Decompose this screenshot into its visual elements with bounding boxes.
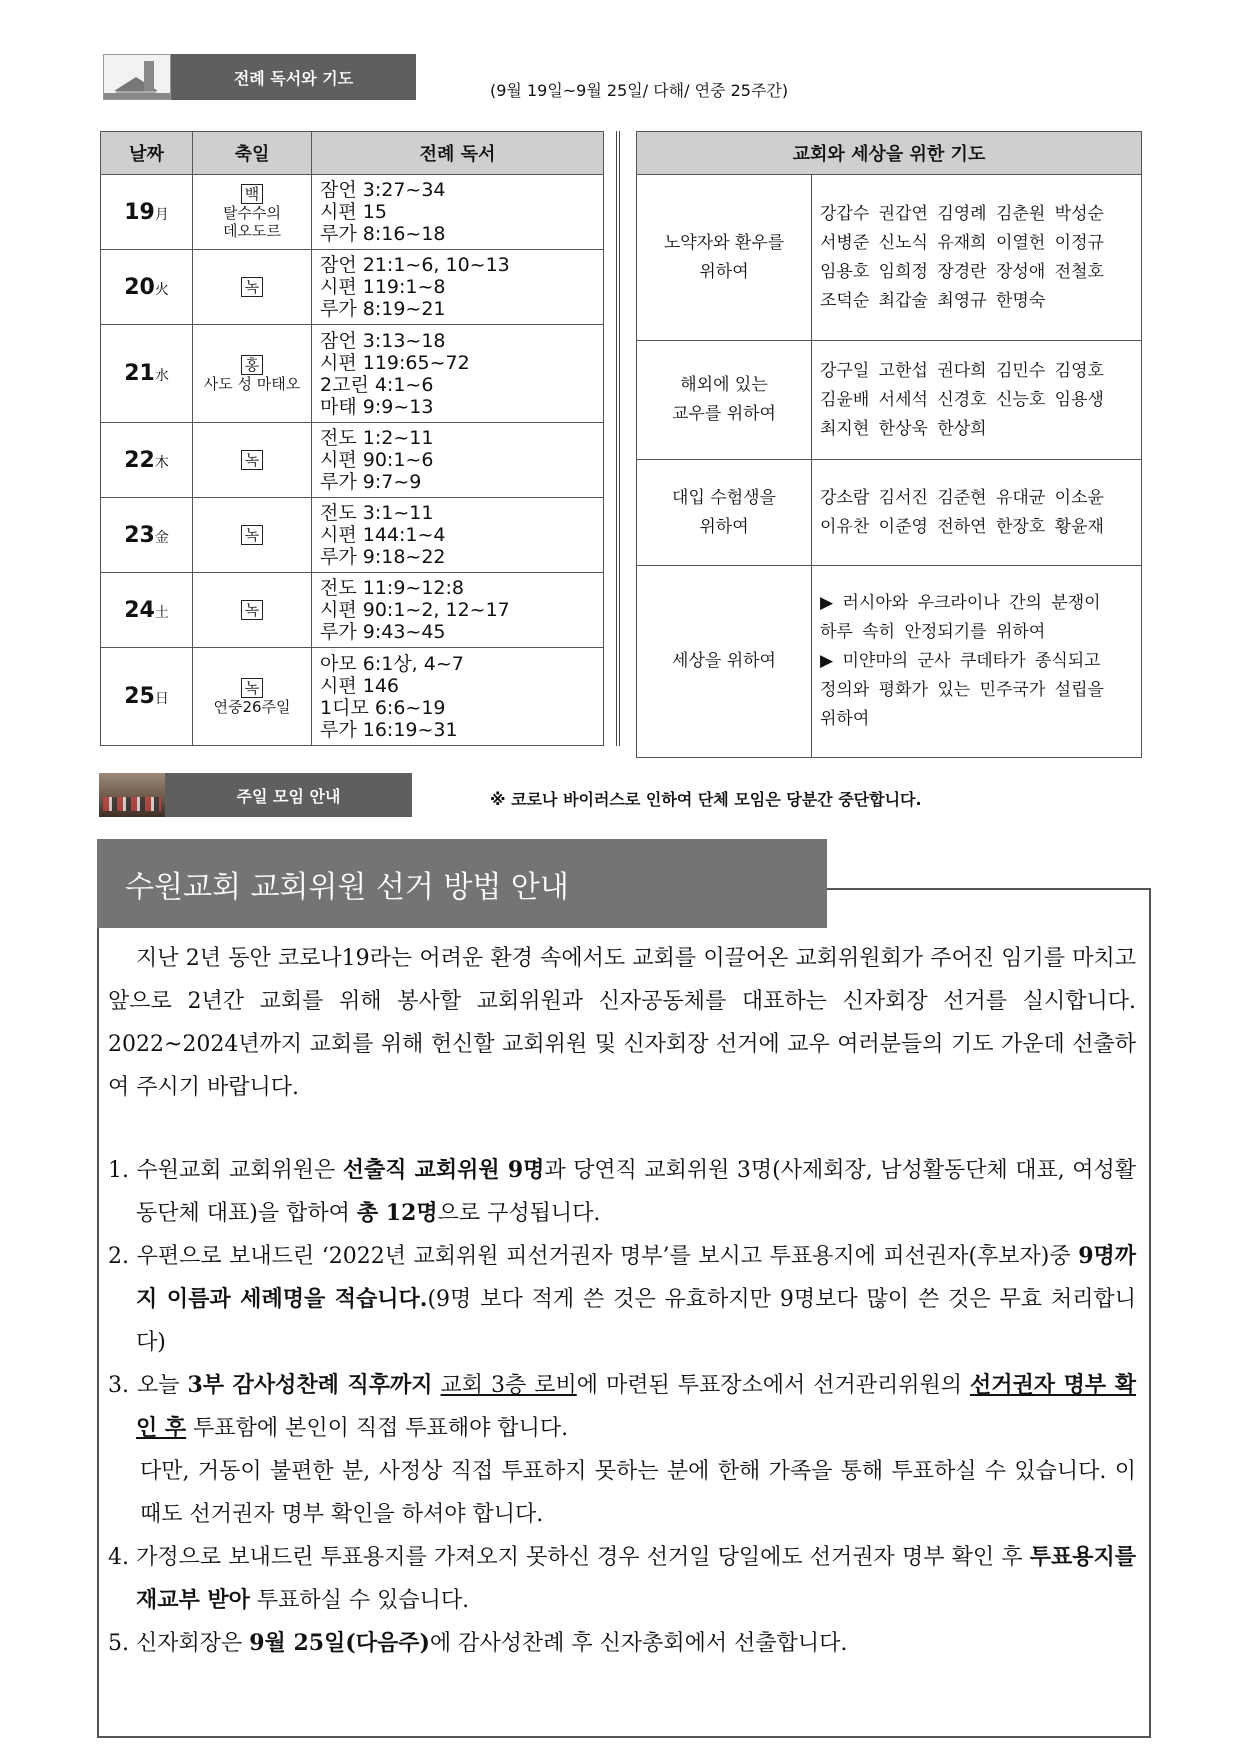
feast-cell bbox=[193, 498, 312, 573]
covid-notice: ※ 코로나 바이러스로 인하여 단체 모임은 당분간 중단합니다. bbox=[490, 790, 922, 809]
feast-cell bbox=[193, 175, 312, 250]
liturgy-row bbox=[101, 648, 604, 746]
readings-cell: 아모 6:1상, 4~7 시편 146 1디모 6:6~19 루가 16:19~31 bbox=[312, 648, 604, 746]
prayer-names: 강소람 김서진 김준현 유대균 이소윤 이유찬 이준영 전하연 한장호 황윤재 bbox=[812, 460, 1142, 566]
prayer-row bbox=[637, 175, 1142, 341]
column-divider bbox=[616, 131, 620, 746]
col-header-date: 날짜 bbox=[101, 132, 193, 175]
liturgy-row bbox=[101, 498, 604, 573]
prayer-names: ▶ 러시아와 우크라이나 간의 분쟁이 하루 속히 안정되기를 위하여 ▶ 미얀마의 군사 쿠데타가 종식되고 정의와 평화가 있는 민주국가 설립을 위하여 bbox=[812, 566, 1142, 758]
liturgical-color-badge: 녹 bbox=[241, 678, 264, 698]
feast-name: 연중26주일 bbox=[213, 697, 291, 716]
election-title: 수원교회 교회위원 선거 방법 안내 bbox=[97, 839, 827, 928]
election-rules bbox=[108, 1149, 1136, 1665]
readings-cell: 전도 11:9~12:8 시편 90:1~2, 12~17 루가 9:43~45 bbox=[312, 573, 604, 648]
week-period: (9월 19일~9월 25일/ 다해/ 연중 25주간) bbox=[490, 81, 789, 100]
feast-cell bbox=[193, 423, 312, 498]
liturgical-color-badge: 백 bbox=[241, 184, 264, 204]
prayer-table bbox=[636, 131, 1142, 758]
election-intro: 지난 2년 동안 코로나19라는 어려운 환경 속에서도 교회를 이끌어온 교회위원회가 주어진 임기를 마치고 앞으로 2년간 교회를 위해 봉사할 교회위원과 신자공동체를 대표하는 신자회장 선거를 실시합니다. 2022~2024년까지 교회를 위해 헌신할 교회위원 및 신자회장 선거에 교우 여러분들의 기도 가운데 선출하여 주시기 바랍니다. bbox=[108, 946, 1136, 1100]
election-body bbox=[108, 937, 1136, 1665]
prayer-intention: 노약자와 환우를 위하여 bbox=[637, 175, 812, 341]
col-header-feast: 축일 bbox=[193, 132, 312, 175]
gathering-photo bbox=[99, 773, 165, 817]
readings-cell: 전도 3:1~11 시편 144:1~4 루가 9:18~22 bbox=[312, 498, 604, 573]
rule-item: 2. 우편으로 보내드린 ‘2022년 교회위원 피선거권자 명부’를 보시고 투표용지에 피선권자(후보자)중 9명까지 이름과 세례명을 적습니다.(9명 보다 적게 쓴 것은 유효하지만 9명보다 많이 쓴 것은 무효 처리합니다) bbox=[108, 1243, 1136, 1355]
col-header-readings: 전례 독서 bbox=[312, 132, 604, 175]
date-cell: 20火 bbox=[101, 250, 193, 325]
feast-cell bbox=[193, 250, 312, 325]
liturgical-color-badge: 홍 bbox=[241, 355, 264, 375]
rule-item: 1. 수원교회 교회위원은 선출직 교회위원 9명과 당연직 교회위원 3명(사제회장, 남성활동단체 대표, 여성활동단체 대표)을 합하여 총 12명으로 구성됩니다. bbox=[108, 1157, 1136, 1226]
liturgy-table bbox=[100, 131, 604, 746]
rule-item: 3. 오늘 3부 감사성찬례 직후까지 교회 3층 로비에 마련된 투표장소에서 선거관리위원의 선거권자 명부 확인 후 투표함에 본인이 직접 투표해야 합니다. 다만, 거동이 불편한 분, 사정상 직접 투표하지 못하는 분에 한해 가족을 통해 투표하실 수 있습니다. 이때도 선거권자 명부 확인을 하셔야 합니다. bbox=[108, 1372, 1136, 1527]
liturgical-color-badge: 녹 bbox=[241, 277, 264, 297]
liturgy-row bbox=[101, 250, 604, 325]
liturgy-row bbox=[101, 573, 604, 648]
liturgy-row bbox=[101, 325, 604, 423]
feast-name: 사도 성 마태오 bbox=[203, 374, 301, 393]
liturgy-row bbox=[101, 175, 604, 250]
readings-cell: 잠언 21:1~6, 10~13 시편 119:1~8 루가 8:19~21 bbox=[312, 250, 604, 325]
prayer-header: 교회와 세상을 위한 기도 bbox=[637, 132, 1142, 175]
rule-item: 5. 신자회장은 9월 25일(다음주)에 감사성찬례 후 신자총회에서 선출합니다. bbox=[108, 1630, 848, 1656]
prayer-intention: 대입 수험생을 위하여 bbox=[637, 460, 812, 566]
liturgy-section-header bbox=[103, 54, 416, 100]
date-cell: 19月 bbox=[101, 175, 193, 250]
prayer-names: 강구일 고한섭 권다희 김민수 김영호 김윤배 서세석 신경호 신능호 임용생 최지현 한상욱 한상희 bbox=[812, 341, 1142, 460]
prayer-row bbox=[637, 460, 1142, 566]
date-cell: 21水 bbox=[101, 325, 193, 423]
rule-item: 4. 가정으로 보내드린 투표용지를 가져오지 못하신 경우 선거일 당일에도 선거권자 명부 확인 후 투표용지를 재교부 받아 투표하실 수 있습니다. bbox=[108, 1544, 1136, 1613]
liturgy-row bbox=[101, 423, 604, 498]
meeting-section-header bbox=[99, 773, 412, 817]
readings-cell: 전도 1:2~11 시편 90:1~6 루가 9:7~9 bbox=[312, 423, 604, 498]
readings-cell: 잠언 3:27~34 시편 15 루가 8:16~18 bbox=[312, 175, 604, 250]
date-cell: 25日 bbox=[101, 648, 193, 746]
feast-cell bbox=[193, 573, 312, 648]
date-cell: 22木 bbox=[101, 423, 193, 498]
date-cell: 24土 bbox=[101, 573, 193, 648]
section-label: 전례 독서와 기도 bbox=[171, 54, 416, 100]
section-label: 주일 모임 안내 bbox=[165, 773, 412, 817]
feast-cell bbox=[193, 325, 312, 423]
prayer-row bbox=[637, 566, 1142, 758]
readings-cell: 잠언 3:13~18 시편 119:65~72 2고린 4:1~6 마태 9:9~13 bbox=[312, 325, 604, 423]
prayer-row bbox=[637, 341, 1142, 460]
liturgical-color-badge: 녹 bbox=[241, 525, 264, 545]
prayer-intention: 세상을 위하여 bbox=[637, 566, 812, 758]
feast-cell bbox=[193, 648, 312, 746]
feast-name: 탈수수의 데오도르 bbox=[223, 204, 281, 240]
church-icon bbox=[103, 54, 171, 100]
prayer-names: 강갑수 권갑연 김영례 김춘원 박성순 서병준 신노식 유재희 이열헌 이정규 임용호 임희정 장경란 장성애 전철호 조덕순 최갑술 최영규 한명숙 bbox=[812, 175, 1142, 341]
date-cell: 23金 bbox=[101, 498, 193, 573]
prayer-intention: 해외에 있는 교우를 위하여 bbox=[637, 341, 812, 460]
liturgical-color-badge: 녹 bbox=[241, 600, 264, 620]
liturgical-color-badge: 녹 bbox=[241, 450, 264, 470]
